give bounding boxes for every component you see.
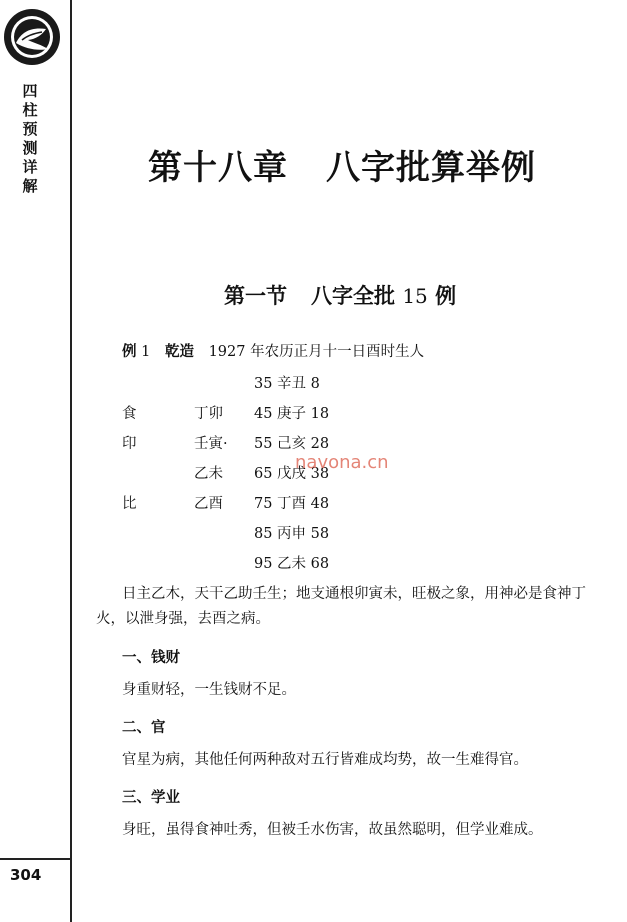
section-unit: 例	[435, 284, 457, 308]
topic-text: 官星为病，其他任何两种敌对五行皆难成均势，故一生难得官。	[122, 752, 528, 768]
ten-god-label: 食	[122, 406, 137, 422]
luck-pillar: 55 己亥 28	[254, 436, 330, 452]
book-title-char: 详	[22, 158, 38, 176]
chapter-title: 八字批算举例	[326, 148, 536, 188]
book-title-vertical	[18, 82, 42, 196]
page-number-rule	[0, 858, 71, 860]
luck-pillar: 65 戊戌 38	[254, 466, 330, 482]
pillar-cell: 乙未	[194, 466, 223, 482]
topic-heading: 二、官	[122, 720, 166, 736]
example-header	[122, 340, 424, 361]
ten-god-label: 印	[122, 436, 137, 452]
chapter-heading	[148, 140, 536, 189]
section-count: 15	[402, 284, 428, 308]
pillar-cell: 乙酉	[194, 496, 223, 512]
book-title-char: 测	[22, 139, 38, 157]
pillar-cell: 壬寅·	[194, 436, 228, 452]
pillar-cell: 丁卯	[194, 406, 223, 422]
book-title-char: 四	[22, 82, 38, 100]
chapter-number: 第十八章	[148, 148, 288, 188]
book-title-char: 预	[22, 120, 38, 138]
section-heading	[224, 280, 456, 310]
publisher-logo-icon	[2, 7, 62, 67]
section-number: 第一节	[224, 284, 287, 308]
topic-text: 身旺，虽得食神吐秀，但被壬水伤害，故虽然聪明，但学业难成。	[122, 822, 543, 838]
example-index: 1	[141, 344, 151, 360]
margin-rule	[70, 0, 72, 922]
topic-heading: 一、钱财	[122, 650, 180, 666]
luck-pillar: 45 庚子 18	[254, 406, 330, 422]
book-title-char: 解	[22, 177, 38, 195]
topic-text: 身重财轻，一生钱财不足。	[122, 682, 296, 698]
luck-pillar: 35 辛丑 8	[254, 376, 320, 392]
luck-pillar: 75 丁酉 48	[254, 496, 330, 512]
watermark-text: navona.cn	[295, 452, 389, 473]
luck-pillar: 95 乙未 68	[254, 556, 330, 572]
page-number: 304	[10, 866, 42, 884]
example-gender: 乾造	[164, 344, 194, 360]
ten-god-label: 比	[122, 496, 137, 512]
example-birth: 1927 年农历正月十一日酉时生人	[208, 344, 425, 360]
example-label: 例	[122, 344, 137, 360]
analysis-paragraph: 日主乙木，天干乙助壬生；地支通根卯寅未，旺极之象，用神必是食神丁火，以泄身强，去酉之病。	[96, 586, 586, 627]
book-title-char: 柱	[22, 101, 38, 119]
luck-pillar: 85 丙申 58	[254, 526, 330, 542]
topic-heading: 三、学业	[122, 790, 180, 806]
section-title: 八字全批	[311, 284, 395, 308]
